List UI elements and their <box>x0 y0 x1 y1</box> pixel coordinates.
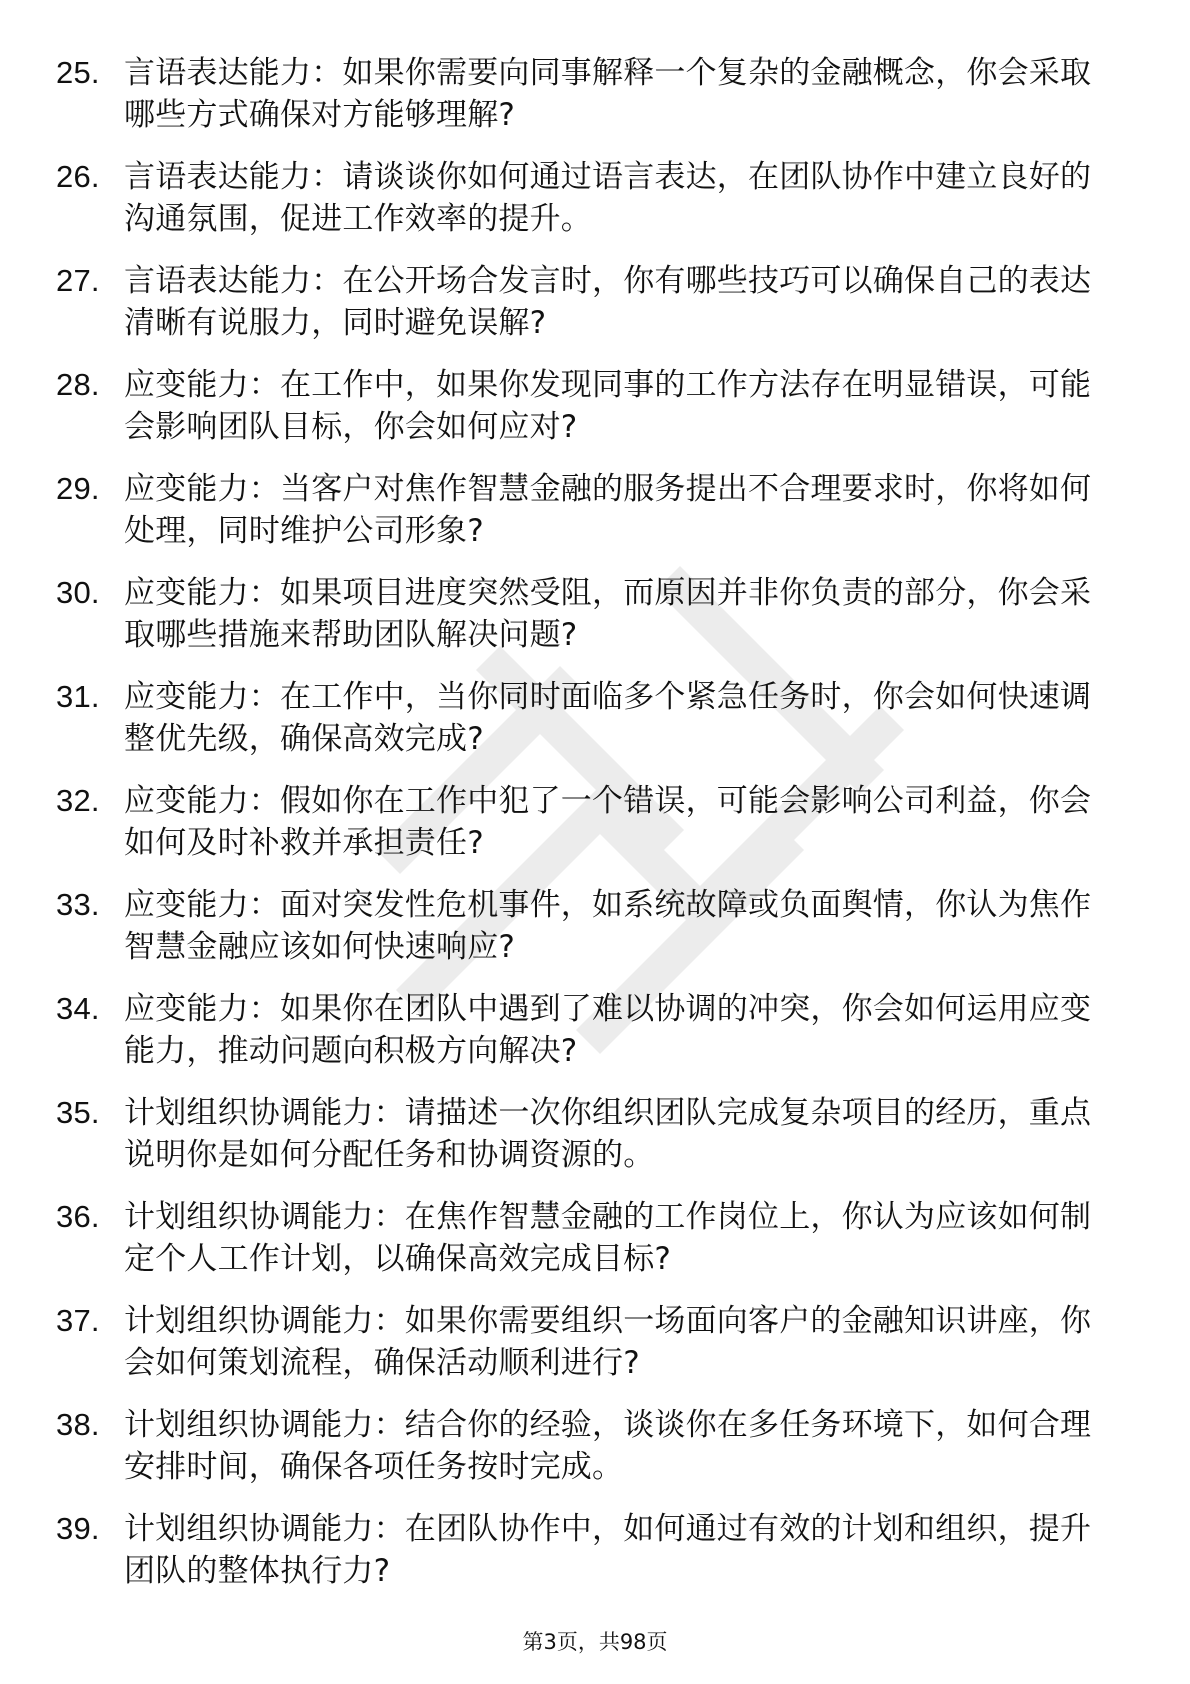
question-item-32 <box>56 780 1106 864</box>
question-item-35 <box>56 1092 1106 1176</box>
question-item-37 <box>56 1300 1106 1384</box>
question-text: 应变能力：面对突发性危机事件，如系统故障或负面舆情，你认为焦作智慧金融应该如何快速响应? <box>124 887 1092 965</box>
question-text: 应变能力：如果你在团队中遇到了难以协调的冲突，你会如何运用应变能力，推动问题向积极方向解决? <box>124 991 1092 1069</box>
question-number: 33. <box>56 887 100 922</box>
question-item-26 <box>56 156 1106 240</box>
question-text: 应变能力：在工作中，当你同时面临多个紧急任务时，你会如何快速调整优先级，确保高效完成? <box>124 679 1092 757</box>
question-number: 26. <box>56 159 100 194</box>
question-text: 计划组织协调能力：请描述一次你组织团队完成复杂项目的经历，重点说明你是如何分配任务和协调资源的。 <box>124 1095 1092 1173</box>
question-number: 35. <box>56 1095 100 1130</box>
question-number: 39. <box>56 1511 100 1546</box>
question-text: 计划组织协调能力：结合你的经验，谈谈你在多任务环境下，如何合理安排时间，确保各项任务按时完成。 <box>124 1407 1092 1485</box>
question-text: 言语表达能力：如果你需要向同事解释一个复杂的金融概念，你会采取哪些方式确保对方能够理解? <box>124 55 1092 133</box>
question-text: 言语表达能力：请谈谈你如何通过语言表达，在团队协作中建立良好的沟通氛围，促进工作效率的提升。 <box>124 159 1092 237</box>
page-footer: 第3页，共98页 <box>522 1630 668 1654</box>
question-text: 计划组织协调能力：如果你需要组织一场面向客户的金融知识讲座，你会如何策划流程，确保活动顺利进行? <box>124 1303 1092 1381</box>
question-item-33 <box>56 884 1106 968</box>
question-number: 28. <box>56 367 100 402</box>
question-text: 计划组织协调能力：在团队协作中，如何通过有效的计划和组织，提升团队的整体执行力? <box>124 1511 1092 1589</box>
question-number: 36. <box>56 1199 100 1234</box>
question-number: 27. <box>56 263 100 298</box>
question-number: 25. <box>56 55 100 90</box>
question-item-38 <box>56 1404 1106 1488</box>
question-number: 34. <box>56 991 100 1026</box>
question-text: 应变能力：如果项目进度突然受阻，而原因并非你负责的部分，你会采取哪些措施来帮助团队解决问题? <box>124 575 1092 653</box>
question-text: 应变能力：当客户对焦作智慧金融的服务提出不合理要求时，你将如何处理，同时维护公司形象? <box>124 471 1092 549</box>
question-number: 31. <box>56 679 100 714</box>
question-item-34 <box>56 988 1106 1072</box>
question-item-36 <box>56 1196 1106 1280</box>
question-text: 言语表达能力：在公开场合发言时，你有哪些技巧可以确保自己的表达清晰有说服力，同时避免误解? <box>124 263 1092 341</box>
question-item-28 <box>56 364 1106 448</box>
question-number: 32. <box>56 783 100 818</box>
question-item-27 <box>56 260 1106 344</box>
question-number: 30. <box>56 575 100 610</box>
question-item-30 <box>56 572 1106 656</box>
question-text: 应变能力：假如你在工作中犯了一个错误，可能会影响公司利益，你会如何及时补救并承担责任? <box>124 783 1092 861</box>
question-number: 37. <box>56 1303 100 1338</box>
question-item-29 <box>56 468 1106 552</box>
question-item-39 <box>56 1508 1106 1592</box>
question-number: 29. <box>56 471 100 506</box>
question-item-25 <box>56 52 1106 136</box>
question-text: 计划组织协调能力：在焦作智慧金融的工作岗位上，你认为应该如何制定个人工作计划，以确保高效完成目标? <box>124 1199 1092 1277</box>
question-text: 应变能力：在工作中，如果你发现同事的工作方法存在明显错误，可能会影响团队目标，你会如何应对? <box>124 367 1092 445</box>
question-number: 38. <box>56 1407 100 1442</box>
question-item-31 <box>56 676 1106 760</box>
question-list <box>56 52 1106 1612</box>
